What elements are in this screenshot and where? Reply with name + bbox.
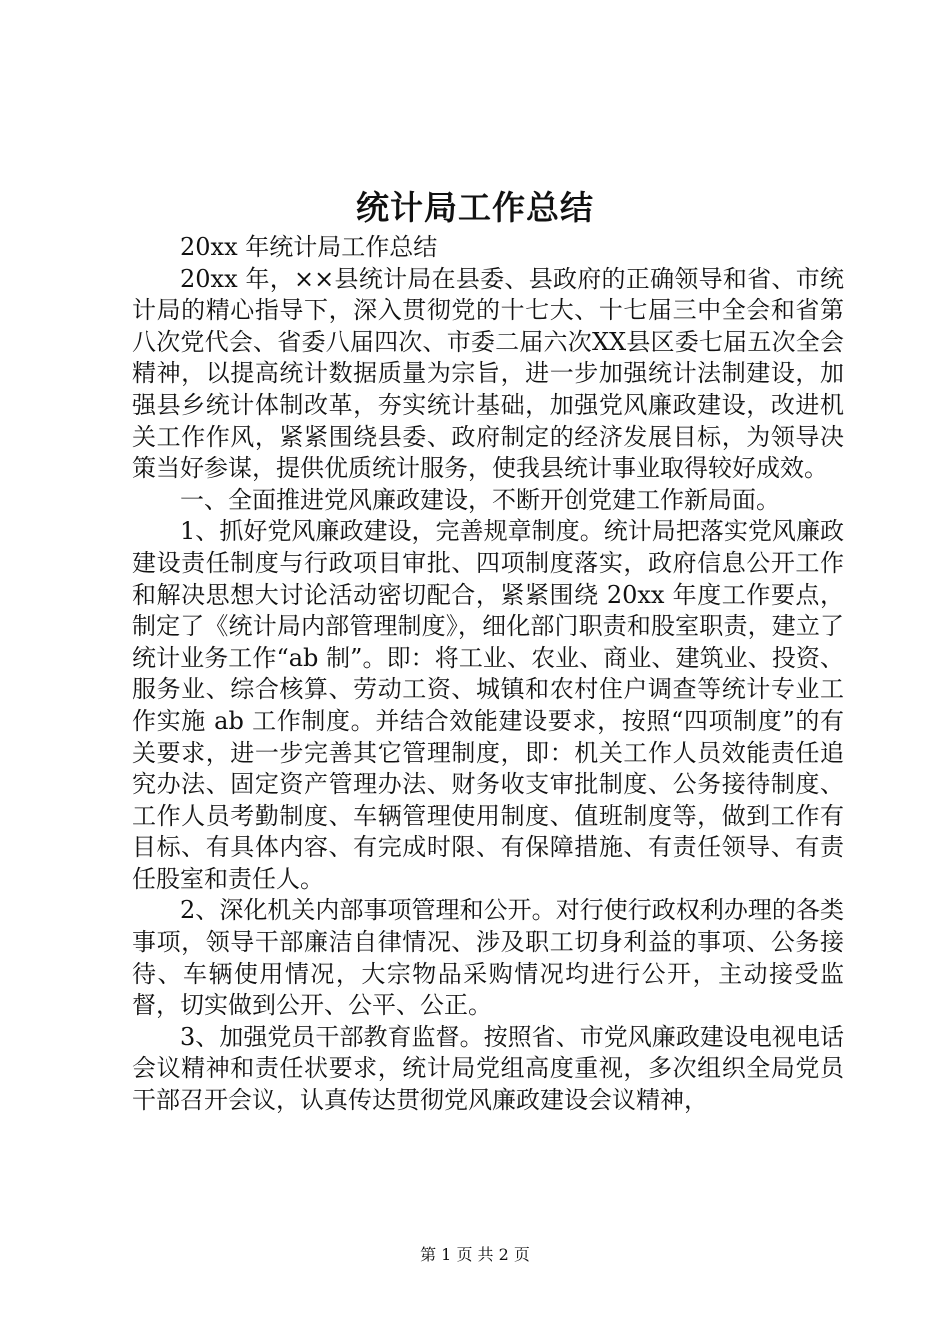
paragraph-item-2: 2、深化机关内部事项管理和公开。对行使行政权利办理的各类事项，领导干部廉洁自律情况、涉及职工切身利益的事项、公务接待、车辆使用情况，大宗物品采购情况均进行公开，主动接受监督，切实做到公开、公平、公正。: [132, 896, 844, 1020]
page-footer: 第 1 页 共 2 页: [420, 1245, 530, 1264]
paragraph-intro: 20xx 年，××县统计局在县委、县政府的正确领导和省、市统计局的精心指导下，深入贯彻党的十七大、十七届三中全会和省第八次党代会、省委八届四次、市委二届六次XX县区委七届五次全会精神，以提高统计数据质量为宗旨，进一步加强统计法制建设，加强县乡统计体制改革，夯实统计基础，加强党风廉政建设，改进机关工作作风，紧紧围绕县委、政府制定的经济发展目标，为领导决策当好参谋，提供优质统计服务，使我县统计事业取得较好成效。: [132, 264, 844, 483]
document-title: 统计局工作总结: [356, 188, 594, 227]
paragraph-section-heading: 一、全面推进党风廉政建设，不断开创党建工作新局面。: [180, 485, 780, 514]
paragraph-item-1: 1、抓好党风廉政建设，完善规章制度。统计局把落实党风廉政建设责任制度与行政项目审批、四项制度落实，政府信息公开工作和解决思想大讨论活动密切配合，紧紧围绕 20xx 年度工作要点，制定了《统计局内部管理制度》，细化部门职责和股室职责，建立了统计业务工作“ab 制”。即：将工业、农业、商业、建筑业、投资、服务业、综合核算、劳动工资、城镇和农村住户调查等统计专业工作实施 ab 工作制度。并结合效能建设要求，按照“四项制度”的有关要求，进一步完善其它管理制度，即：机关工作人员效能责任追究办法、固定资产管理办法、财务收支审批制度、公务接待制度、工作人员考勤制度、车辆管理使用制度、值班制度等，做到工作有目标、有具体内容、有完成时限、有保障措施、有责任领导、有责任股室和责任人。: [132, 517, 844, 893]
paragraph-subtitle: 20xx 年统计局工作总结: [180, 233, 438, 261]
paragraph-item-3: 3、加强党员干部教育监督。按照省、市党风廉政建设电视电话会议精神和责任状要求，统计局党组高度重视，多次组织全局党员干部召开会议，认真传达贯彻党风廉政建设会议精神，: [132, 1022, 844, 1115]
document-body: [132, 232, 844, 1117]
